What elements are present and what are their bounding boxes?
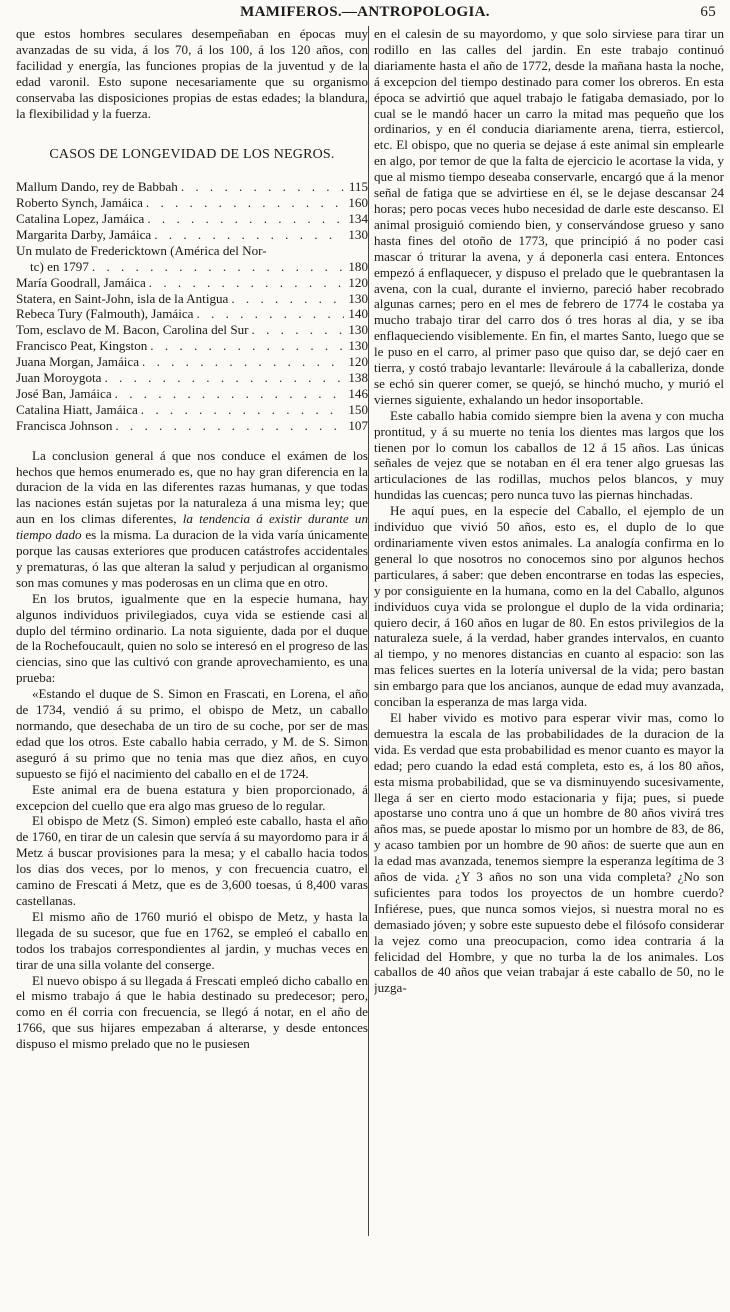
table-row: Francisca Johnson . . . 107 <box>16 418 368 434</box>
table-row: Margarita Darby, Jamáica . . . 130 <box>16 227 368 243</box>
paragraph-quote-3: El obispo de Metz (S. Simon) empleó este caballo, hasta el año de 1760, en tirar de un calesin que servía á su mayordomo para ir á Metz á buscar provisiones para la mesa; y el caballo hacia todos los dias dos veces, por lo menos, y con frecuencia cuatro, el camino de Frescati á Metz, que es de 3,600 toesas, ú 8,400 varas castellanas. <box>16 813 368 908</box>
paragraph-continuation: en el calesin de su mayordomo, y que solo sirviese para tirar un rodillo en las calles del jardin. En este trabajo continuó diariamente hasta el año de 1772, desde la mañana hasta la noche, á excepcion del tiempo destinado para comer los obreros. En esta época se advirtió que aquel trabajo le fatigaba demasiado, por lo cual se le mandó hacer un carro la mitad mas pequeño que los ordinarios, y en él conducia diariamente arena, tierra, estiercol, etc. El obispo, que no queria se dejase á este animal sin emplearle en algo, por temor de que la falta de ejercicio le acortase la vida, y que al mismo tiempo deseaba conservarle, encargó que á la menor señal de fatiga que se advirtiese en él, se le dejase descansar 24 horas; pero pocas veces hubo necesidad de darle este descanso. El animal prosiguió comiendo bien, y conservándose grueso y sano hasta fines del otoño de 1773, que principió á no poder casi mascar ó triturar la avena, y á deponerla casi entera. Entonces empezó á enflaquecer, y dispuso el prelado que le quebrantasen la avena, con la cual, durante el invierno, pareció haber recobrado algunas carnes; pero en el mes de febrero de 1774 le costaba ya mucho trabajo tirar del carro dos ó tres horas al dia, y se iba enflaqueciendo visiblemente. En fin, el martes Santo, luego que se le puso en el carro, al primer paso que quiso dar, se dejó caer en tierra, y costó trabajo levantarle: llevároule á la caballeriza, donde se echó sin querer comer, se quejó, se hinchó mucho, y murió el viernes siguiente, exhalando un hedor insoportable. <box>374 26 724 407</box>
paragraph-quote-1: «Estando el duque de S. Simon en Frascati, en Lorena, el año de 1734, vendió á su primo, el obispo de Metz, un caballo normando, que desechaba de un tiro de su coche, por ser de mas edad que los otros. Este caballo habia cerrado, y M. de S. Simon aseguró á su primo que no tenia mas que diez años, en cuyo supuesto se fijó el nacimiento del caballo en el de 1724. <box>16 686 368 781</box>
paragraph-conclusion: La conclusion general á que nos conduce el exámen de los hechos que hemos enumerado es, que no hay gran diferencia en la duracion de la vida en las diferentes razas humanas, y que todas las naciones están sujetas por la naturaleza á una misma ley; que aun en los climas diferentes, la tendencia á existir durante un tiempo dado es la misma. La duracion de la vida varía únicamente porque las causas exteriores que producen catástrofes accidentales y prematuras, ó las que alteran la salud y perjudican al organismo son mas comunes y mas poderosas en un clima que en otro. <box>16 447 368 590</box>
table-row: tc) en 1797 . . . 180 <box>16 259 368 275</box>
table-row-mulato-first: Un mulato de Fredericktown (América del Nor- <box>16 242 267 258</box>
running-header <box>0 4 730 24</box>
table-row: Juan Moroygota . . . 138 <box>16 370 368 386</box>
table-row: Mallum Dando, rey de Babbah . . . 115 <box>16 179 368 195</box>
paragraph-aqui: He aquí pues, en la especie del Caballo, el ejemplo de un individuo que vivió 50 años, esto es, el duplo de lo que ordinariamente viven estos animales. La analogía confirma en lo general lo que nosotros no conocemos sino por algunos hechos particulares, á saber: que deben encontrarse en todas las especies, y por consiguiente en la humana, como en la del Caballo, algunos individuos cuya vida se prolongue el duplo de la vida ordinaria; quiero decir, á 160 años en lugar de 80. En estos privilegios de la naturaleza suele, á la verdad, haber grandes intervalos, en cuanto al tiempo, y no menores distancias en cuanto al espacio: son las mas felices suertes en la lotería universal de la vida; pero bastan sin embargo para que los ancianos, aunque de edad muy avanzada, conciban la esperanza de mas larga vida. <box>374 503 724 710</box>
table-title: CASOS DE LONGEVIDAD DE LOS NEGROS. <box>49 147 335 163</box>
table-row: Rebeca Tury (Falmouth), Jamáica . . . 140 <box>16 306 368 322</box>
paragraph-quote-5: El nuevo obispo á su llegada á Frescati empleó dicho caballo en el mismo trabajo á que le habia destinado su predecesor; pero, como en él corria con frecuencia, se llegó á notar, en el año de 1766, que sus hijares empezaban á alterarse, y desde entonces dispuso el mismo prelado que no le pusiesen <box>16 972 368 1052</box>
longevity-table <box>16 179 368 433</box>
italic-phrase: la tendencia á existir durante un tiempo dado <box>16 511 368 543</box>
table-row: María Goodrall, Jamáica . . . 120 <box>16 275 368 291</box>
table-row: Juana Morgan, Jamáica . . . 120 <box>16 354 368 370</box>
page-number: 65 <box>700 4 716 20</box>
right-column <box>374 26 724 1306</box>
paragraph-haber: El haber vivido es motivo para esperar vivir mas, como lo demuestra la escala de las probabilidades de la duracion de la vida. Es verdad que esta probabilidad es menor cuanto es mayor la edad; pero cuando la edad está completa, esto es, á los 80 años, esta misma probabilidad, que se va disminuyendo sucesivamente, llega á ser en cierto modo estacionaria y fija; pues, si puede apostarse uno contra uno á que un hombre de 80 años vivirá tres años mas, se puede apostar lo mismo por un hombre de 83, de 86, y acaso tambien por un hombre de 90 años: de suerte que aun en la edad mas avanzada, tenemos siempre la esperanza legítima de 3 años de vida. ¿Y 3 años no son una vida completa? ¿No son suficientes para todos los proyectos de un hombre cuerdo? Infiérese, pues, que nunca somos viejos, si nuestra moral no es demasiado jóven; y sobre este supuesto debe el filósofo considerar la vejez como una preocupacion, como idea contraria á la felicidad del Hombre, y que no turba la de los animales. Los caballos de 40 años que veian trabajar á este caballo de 50, no le juzga- <box>374 709 724 996</box>
paragraph-quote-2: Este animal era de buena estatura y bien proporcionado, á excepcion del cuello que era algo mas grueso de lo regular. <box>16 781 368 813</box>
table-row: Roberto Synch, Jamáica . . . 160 <box>16 195 368 211</box>
table-row: José Ban, Jamáica . . . 146 <box>16 386 368 402</box>
running-title: MAMIFEROS.—ANTROPOLOGIA. <box>240 4 490 20</box>
table-row: Catalina Lopez, Jamáica . . . 134 <box>16 211 368 227</box>
paragraph-brutos: En los brutos, igualmente que en la especie humana, hay algunos individuos privilegiados, cuya vida se estiende casi al duplo del término ordinario. La nota siguiente, dada por el duque de la Rochefoucault, quien no solo se interesó en el progreso de las ciencias, sino que las cultivó con grande aprovechamiento, es una prueba: <box>16 590 368 686</box>
paragraph-intro: que estos hombres seculares desempeñaban en épocas muy avanzadas de su vida, á los 70, á los 100, á los 120 años, con facilidad y energía, las funciones propias de la juventud y de la edad varonil. Esto supone necesariamente que su organismo conservaba las disposiciones propias de estas edades; la blandura, la flexibilidad y la fuerza. <box>16 26 368 121</box>
table-row: Statera, en Saint-John, isla de la Antigua . . . 130 <box>16 291 368 307</box>
column-divider <box>368 26 369 1236</box>
paragraph-quote-4: El mismo año de 1760 murió el obispo de Metz, y hasta la llegada de su sucesor, que fue en 1762, se empleó el caballo en todos los trabajos correspondientes al jardin, y muchas veces en tirar de una silla volante del conserge. <box>16 908 368 972</box>
paragraph-horse: Este caballo habia comido siempre bien la avena y con mucha prontitud, y á su muerte no tenia los dientes mas largos que los tienen por lo comun los caballos de 12 á 15 años. Las únicas señales de vejez que se notaban en él era tener algo gruesas las articulaciones de las rodillas, muchos pelos blancos, y muy hundidas las cuencas; pero nunca tuvo las piernas hinchadas. <box>374 407 724 503</box>
table-row: Francisco Peat, Kingston . . . 130 <box>16 338 368 354</box>
left-column <box>16 26 368 1306</box>
table-row: Catalina Hiatt, Jamáica . . . 150 <box>16 402 368 418</box>
table-row: Tom, esclavo de M. Bacon, Carolina del Sur . . . 130 <box>16 322 368 338</box>
